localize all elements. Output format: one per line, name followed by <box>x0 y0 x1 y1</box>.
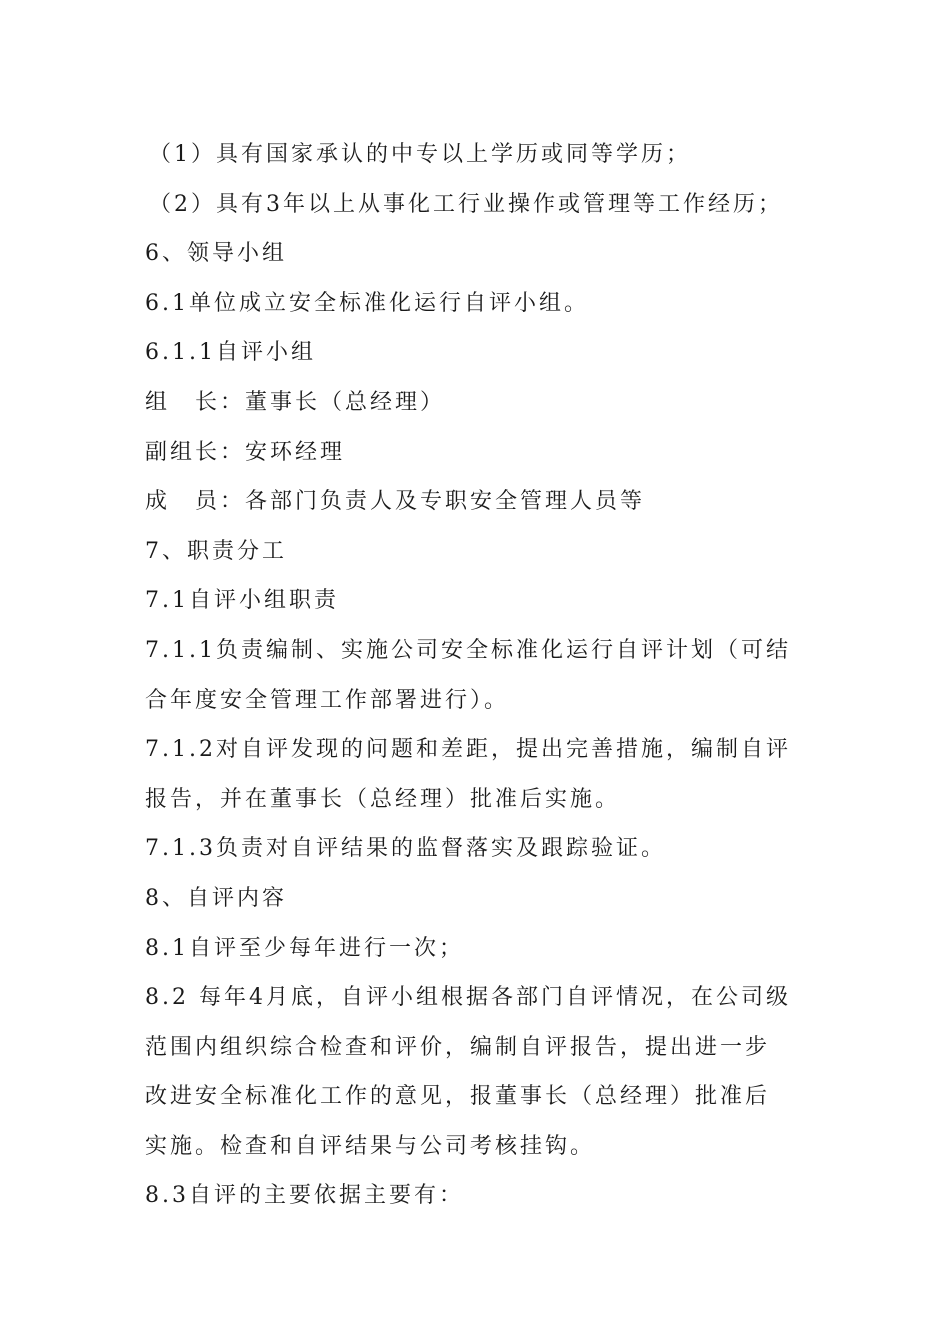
paragraph-8-2-line-1: 8.2 每年4月底，自评小组根据各部门自评情况，在公司级 <box>145 985 791 1011</box>
subheading-7-1: 7.1自评小组职责 <box>145 588 339 614</box>
paragraph-7-1-3: 7.1.3负责对自评结果的监督落实及跟踪验证。 <box>145 836 666 862</box>
deputy-leader-line: 副组长：安环经理 <box>145 439 346 465</box>
paragraph-7-1-2-line-2: 报告，并在董事长（总经理）批准后实施。 <box>145 786 621 812</box>
requirement-item-1: （1）具有国家承认的中专以上学历或同等学历； <box>149 142 691 167</box>
paragraph-7-1-1-line-1: 7.1.1负责编制、实施公司安全标准化运行自评计划（可结 <box>145 637 791 663</box>
section-heading-6: 6、领导小组 <box>145 241 287 267</box>
paragraph-8-2-line-3: 改进安全标准化工作的意见，报董事长（总经理）批准后 <box>145 1084 771 1110</box>
section-heading-7: 7、职责分工 <box>145 538 287 564</box>
paragraph-6-1: 6.1单位成立安全标准化运行自评小组。 <box>145 290 589 316</box>
group-leader-line: 组 长：董事长（总经理） <box>145 389 446 415</box>
paragraph-8-1: 8.1自评至少每年进行一次； <box>145 935 464 961</box>
requirement-item-2: （2）具有3年以上从事化工行业操作或管理等工作经历； <box>149 191 783 217</box>
paragraph-7-1-1-line-2: 合年度安全管理工作部署进行）。 <box>145 687 510 713</box>
paragraph-8-3: 8.3自评的主要依据主要有： <box>145 1183 464 1209</box>
members-line: 成 员：各部门负责人及专职安全管理人员等 <box>145 489 646 515</box>
section-heading-8: 8、自评内容 <box>145 885 287 911</box>
paragraph-8-2-line-2: 范围内组织综合检查和评价，编制自评报告，提出进一步 <box>145 1034 771 1060</box>
paragraph-8-2-line-4: 实施。检查和自评结果与公司考核挂钩。 <box>145 1133 596 1159</box>
subheading-6-1-1: 6.1.1自评小组 <box>145 340 316 366</box>
paragraph-7-1-2-line-1: 7.1.2对自评发现的问题和差距，提出完善措施，编制自评 <box>145 737 791 763</box>
document-body <box>145 130 810 1221</box>
